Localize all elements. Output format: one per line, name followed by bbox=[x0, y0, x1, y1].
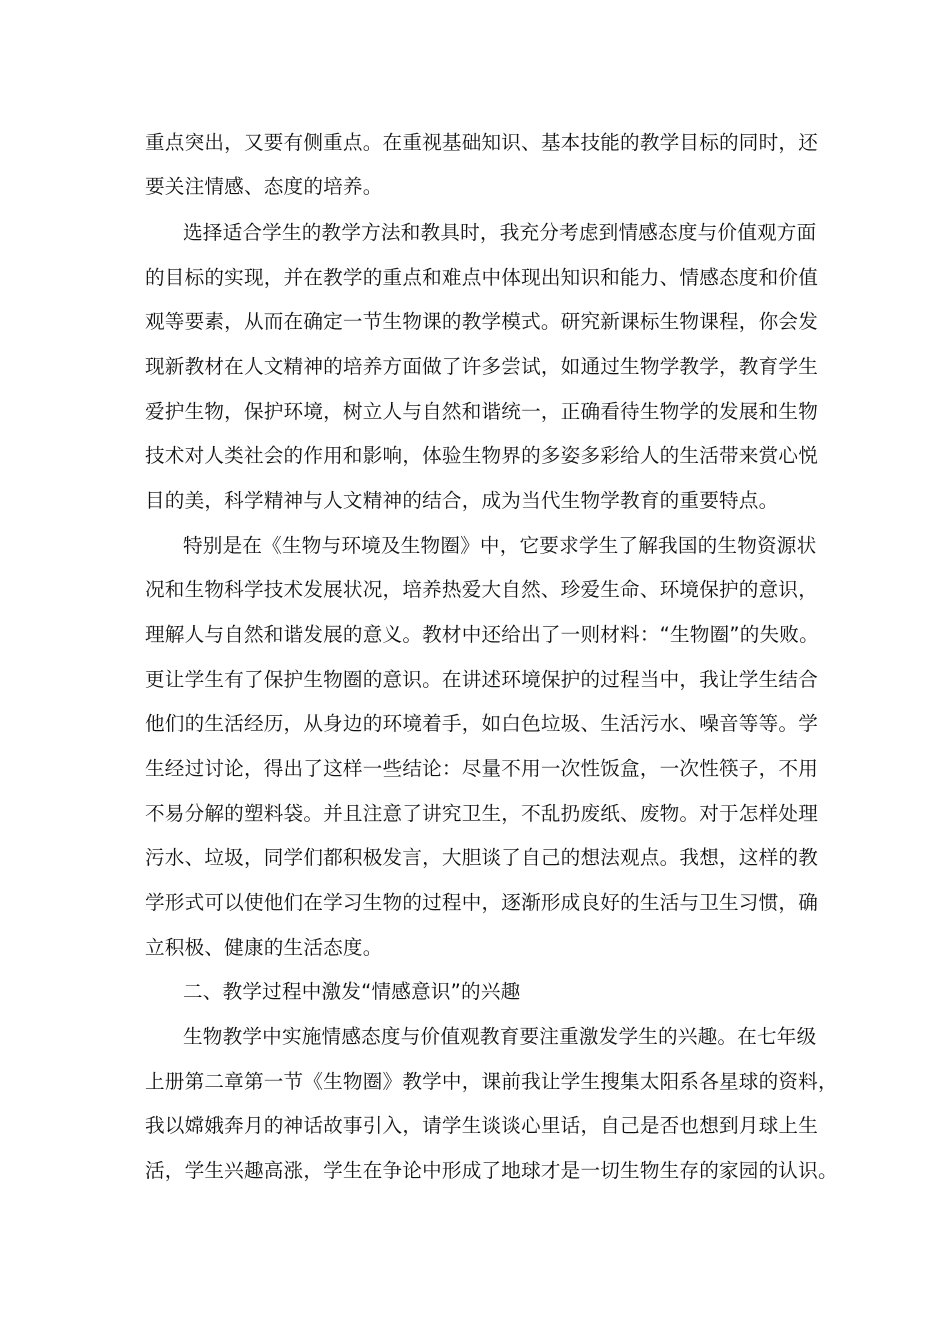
text-line: 我以嫦娥奔月的神话故事引入，请学生谈谈心里话，自己是否也想到月球上生 bbox=[145, 1114, 818, 1137]
text-line: 观等要素，从而在确定一节生物课的教学模式。研究新课标生物课程，你会发 bbox=[145, 310, 818, 333]
text-line: 理解人与自然和谐发展的意义。教材中还给出了一则材料：“生物圈”的失败。 bbox=[145, 623, 819, 646]
paragraph-start-line: 选择适合学生的教学方法和教具时，我充分考虑到情感态度与价值观方面 bbox=[183, 221, 817, 244]
text-line: 上册第二章第一节《生物圈》教学中，课前我让学生搜集太阳系各星球的资料， bbox=[145, 1070, 838, 1093]
section-heading: 二、教学过程中激发“情感意识”的兴趣 bbox=[183, 980, 521, 1003]
text-line: 立积极、健康的生活态度。 bbox=[145, 936, 383, 959]
text-line: 要关注情感、态度的培养。 bbox=[145, 175, 383, 198]
text-line: 不易分解的塑料袋。并且注意了讲究卫生，不乱扔废纸、废物。对于怎样处理 bbox=[145, 802, 818, 825]
text-line: 污水、垃圾，同学们都积极发言，大胆谈了自己的想法观点。我想，这样的教 bbox=[145, 846, 818, 869]
text-line: 生经过讨论，得出了这样一些结论：尽量不用一次性饭盒，一次性筷子，不用 bbox=[145, 757, 818, 780]
text-line: 技术对人类社会的作用和影响，体验生物界的多姿多彩给人的生活带来赏心悦 bbox=[145, 444, 818, 467]
text-line: 活，学生兴趣高涨，学生在争论中形成了地球才是一切生物生存的家园的认识。 bbox=[145, 1159, 838, 1182]
text-line: 学形式可以使他们在学习生物的过程中，逐渐形成良好的生活与卫生习惯，确 bbox=[145, 891, 818, 914]
text-line: 现新教材在人文精神的培养方面做了许多尝试，如通过生物学教学，教育学生 bbox=[145, 355, 818, 378]
text-line: 的目标的实现，并在教学的重点和难点中体现出知识和能力、情感态度和价值 bbox=[145, 266, 818, 289]
paragraph-start-line: 特别是在《生物与环境及生物圈》中，它要求学生了解我国的生物资源状 bbox=[183, 534, 817, 557]
text-line: 目的美，科学精神与人文精神的结合，成为当代生物学教育的重要特点。 bbox=[145, 489, 779, 512]
text-line: 他们的生活经历，从身边的环境着手，如白色垃圾、生活污水、噪音等等。学 bbox=[145, 712, 818, 735]
text-line: 更让学生有了保护生物圈的意识。在讲述环境保护的过程当中，我让学生结合 bbox=[145, 668, 818, 691]
text-line: 重点突出，又要有侧重点。在重视基础知识、基本技能的教学目标的同时，还 bbox=[145, 131, 818, 154]
text-line: 爱护生物，保护环境，树立人与自然和谐统一，正确看待生物学的发展和生物 bbox=[145, 400, 818, 423]
text-line: 况和生物科学技术发展状况，培养热爱大自然、珍爱生命、环境保护的意识， bbox=[145, 578, 818, 601]
paragraph-start-line: 生物教学中实施情感态度与价值观教育要注重激发学生的兴趣。在七年级 bbox=[183, 1025, 817, 1048]
